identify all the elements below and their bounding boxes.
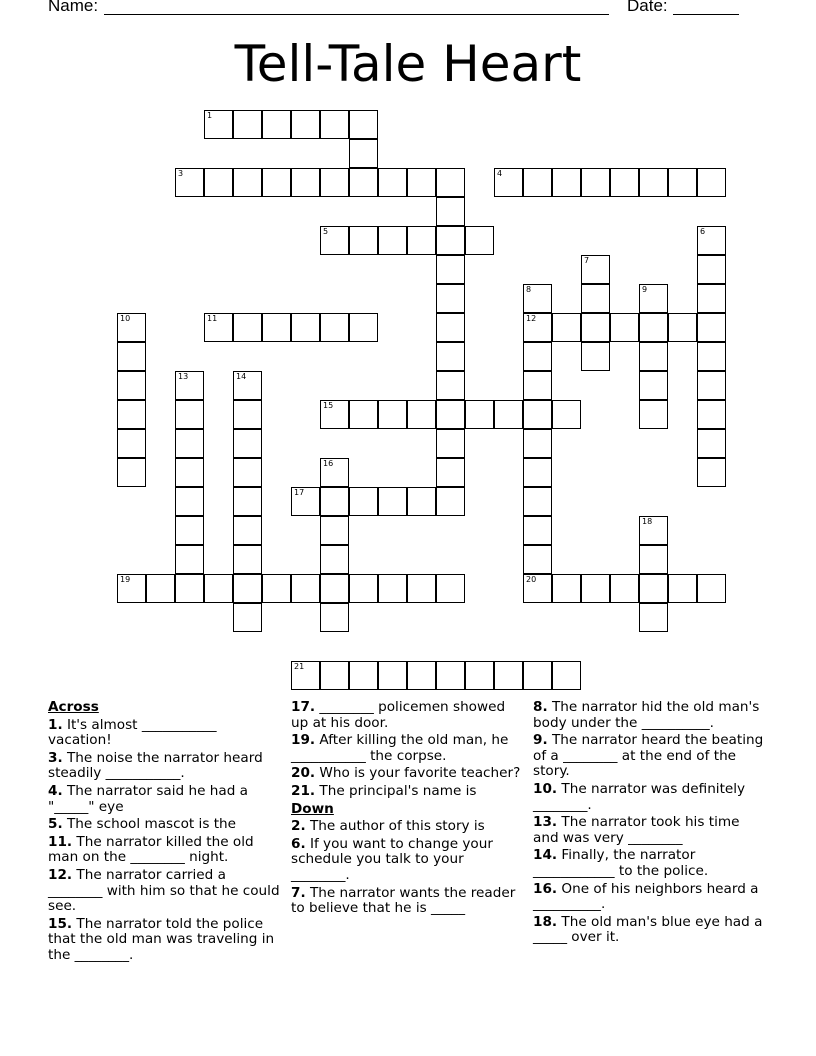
crossword-cell[interactable] [349, 110, 378, 139]
crossword-cell[interactable] [610, 313, 639, 342]
clue-across-3: 3. The noise the narrator heard steadily ___________. [48, 749, 263, 782]
clue-down-13: 13. The narrator took his time and was very ________ [533, 814, 740, 846]
crossword-cell[interactable] [233, 313, 262, 342]
clue-across-15: 15. The narrator told the police that the old man was traveling in the ________. [48, 915, 275, 963]
crossword-cell[interactable] [436, 226, 465, 255]
crossword-cell[interactable] [697, 371, 726, 400]
crossword-cell[interactable] [320, 603, 349, 632]
crossword-cell[interactable] [233, 429, 262, 458]
crossword-cell[interactable] [436, 371, 465, 400]
crossword-cell[interactable] [697, 255, 726, 284]
crossword-cell[interactable] [523, 342, 552, 371]
crossword-cell[interactable] [552, 168, 581, 197]
clue-number: 16 [323, 459, 334, 468]
crossword-cell[interactable] [668, 574, 697, 603]
crossword-cell[interactable] [465, 661, 494, 690]
crossword-cell[interactable] [175, 371, 204, 400]
crossword-cell[interactable] [378, 400, 407, 429]
crossword-cell[interactable] [233, 603, 262, 632]
crossword-cell[interactable] [262, 168, 291, 197]
crossword-cell[interactable] [233, 545, 262, 574]
clue-across-1: 1. It's almost ___________ vacation! [48, 716, 217, 749]
clue-down-9: 9. The narrator heard the beating of a ________ at the end of the story. [533, 732, 764, 780]
crossword-cell[interactable] [233, 400, 262, 429]
clue-number: 1 [207, 111, 213, 120]
crossword-cell[interactable] [320, 400, 349, 429]
crossword-cell[interactable] [465, 400, 494, 429]
crossword-cell[interactable] [523, 371, 552, 400]
crossword-cell[interactable] [291, 487, 320, 516]
crossword-cell[interactable] [436, 284, 465, 313]
clue-down-16: 16. One of his neighbors heard a __________. [533, 880, 759, 913]
crossword-cell[interactable] [117, 342, 146, 371]
page-title: Tell-Tale Heart [234, 35, 582, 93]
crossword-cell[interactable] [320, 458, 349, 487]
clue-across-11: 11. The narrator killed the old man on the ________ night. [48, 833, 254, 866]
crossword-cell[interactable] [697, 458, 726, 487]
crossword-cell[interactable] [349, 400, 378, 429]
crossword-cell[interactable] [581, 574, 610, 603]
clue-number: 7 [584, 256, 590, 265]
crossword-cell[interactable] [204, 168, 233, 197]
crossword-cell[interactable] [697, 429, 726, 458]
crossword-cell[interactable] [581, 342, 610, 371]
crossword-cell[interactable] [639, 400, 668, 429]
clue-across-17: 17. ________ policemen showed up at his door. [291, 699, 506, 731]
clue-number: 15 [323, 401, 334, 410]
crossword-cell[interactable] [175, 545, 204, 574]
clue-across-12: 12. The narrator carried a ________ with him so that he could see. [48, 866, 280, 915]
crossword-cell[interactable] [436, 168, 465, 197]
crossword-cell[interactable] [523, 516, 552, 545]
crossword-cell[interactable] [407, 168, 436, 197]
crossword-cell[interactable] [233, 110, 262, 139]
crossword-cell[interactable] [697, 313, 726, 342]
crossword-cell[interactable] [175, 400, 204, 429]
crossword-cell[interactable] [494, 661, 523, 690]
clue-down-8: 8. The narrator hid the old man's body under the __________. [533, 699, 760, 731]
clue-number: 11 [207, 314, 218, 323]
clue-number: 17 [294, 488, 305, 497]
crossword-cell[interactable] [552, 574, 581, 603]
crossword-cell[interactable] [117, 429, 146, 458]
crossword-cell[interactable] [233, 458, 262, 487]
crossword-cell[interactable] [320, 545, 349, 574]
crossword-cell[interactable] [117, 458, 146, 487]
crossword-cell[interactable] [378, 487, 407, 516]
crossword-cell[interactable] [349, 313, 378, 342]
clue-number: 9 [642, 285, 648, 294]
crossword-cell[interactable] [349, 139, 378, 168]
name-label: Name: [48, 0, 99, 15]
clue-number: 6 [700, 227, 706, 236]
crossword-cell[interactable] [697, 342, 726, 371]
crossword-cell[interactable] [610, 168, 639, 197]
crossword-cell[interactable] [697, 226, 726, 255]
crossword-cell[interactable] [291, 110, 320, 139]
crossword-cell[interactable] [320, 110, 349, 139]
crossword-cell[interactable] [233, 168, 262, 197]
clue-number: 10 [120, 314, 131, 323]
crossword-cell[interactable] [320, 574, 349, 603]
crossword-cell[interactable] [378, 168, 407, 197]
crossword-cell[interactable] [204, 110, 233, 139]
clue-down-2: 2. The author of this story is [291, 818, 485, 835]
clue-number: 20 [526, 575, 537, 584]
crossword-cell[interactable] [436, 400, 465, 429]
crossword-cell[interactable] [436, 661, 465, 690]
clue-number: 4 [497, 169, 503, 178]
crossword-cell[interactable] [639, 603, 668, 632]
crossword-cell[interactable] [436, 342, 465, 371]
clue-number: 13 [178, 372, 189, 381]
crossword-cell[interactable] [175, 487, 204, 516]
crossword-cell[interactable] [233, 516, 262, 545]
crossword-cell[interactable] [639, 342, 668, 371]
clue-number: 14 [236, 372, 247, 381]
crossword-cell[interactable] [378, 574, 407, 603]
clue-across-5: 5. The school mascot is the [48, 816, 237, 833]
clue-number: 5 [323, 227, 329, 236]
crossword-cell[interactable] [349, 226, 378, 255]
crossword-cell[interactable] [436, 197, 465, 226]
across-heading: Across [48, 699, 99, 715]
crossword-cell[interactable] [378, 661, 407, 690]
clue-down-18: 18. The old man's blue eye had a _____ over it. [533, 913, 763, 946]
crossword-cell[interactable] [523, 429, 552, 458]
crossword-cell[interactable] [117, 400, 146, 429]
crossword-cell[interactable] [494, 400, 523, 429]
crossword-cell[interactable] [291, 574, 320, 603]
clue-down-6: 6. If you want to change your schedule you talk to your ________. [291, 835, 493, 883]
crossword-cell[interactable] [697, 284, 726, 313]
crossword-cell[interactable] [233, 487, 262, 516]
crossword-cell[interactable] [668, 168, 697, 197]
crossword-cell[interactable] [581, 168, 610, 197]
crossword-cell[interactable] [320, 516, 349, 545]
crossword-cell[interactable] [204, 574, 233, 603]
clues-column-2 [291, 700, 523, 919]
crossword-cell[interactable] [320, 313, 349, 342]
crossword-cell[interactable] [552, 400, 581, 429]
clue-across-20: 20. Who is your favorite teacher? [291, 765, 521, 782]
crossword-cell[interactable] [175, 429, 204, 458]
crossword-cell[interactable] [175, 458, 204, 487]
crossword-cell[interactable] [581, 313, 610, 342]
crossword-cell[interactable] [697, 168, 726, 197]
clue-across-4: 4. The narrator said he had a "_____" eye [48, 782, 248, 815]
crossword-cell[interactable] [494, 168, 523, 197]
crossword-cell[interactable] [639, 371, 668, 400]
crossword-cell[interactable] [320, 226, 349, 255]
crossword-cell[interactable] [523, 168, 552, 197]
clue-number: 12 [526, 314, 537, 323]
crossword-cell[interactable] [407, 661, 436, 690]
crossword-cell[interactable] [407, 574, 436, 603]
crossword-cell[interactable] [697, 400, 726, 429]
clue-down-10: 10. The narrator was definitely ________. [533, 780, 746, 813]
crossword-cell[interactable] [117, 574, 146, 603]
crossword-cell[interactable] [436, 574, 465, 603]
crossword-cell[interactable] [320, 168, 349, 197]
crossword-cell[interactable] [233, 371, 262, 400]
clues-column-1 [48, 700, 282, 966]
crossword-cell[interactable] [407, 400, 436, 429]
crossword-cell[interactable] [117, 313, 146, 342]
clue-number: 19 [120, 575, 131, 584]
crossword-cell[interactable] [668, 313, 697, 342]
crossword-cell[interactable] [407, 226, 436, 255]
crossword-cell[interactable] [175, 574, 204, 603]
crossword-cell[interactable] [146, 574, 175, 603]
clue-number: 3 [178, 169, 184, 178]
crossword-cell[interactable] [436, 255, 465, 284]
crossword-cell[interactable] [349, 487, 378, 516]
crossword-cell[interactable] [697, 574, 726, 603]
crossword-cell[interactable] [378, 226, 407, 255]
crossword-cell[interactable] [639, 284, 668, 313]
crossword-cell[interactable] [117, 371, 146, 400]
crossword-cell[interactable] [523, 661, 552, 690]
crossword-cell[interactable] [291, 313, 320, 342]
crossword-cell[interactable] [436, 487, 465, 516]
clue-number: 8 [526, 285, 532, 294]
clue-across-21: 21. The principal's name is [291, 782, 477, 799]
crossword-cell[interactable] [436, 429, 465, 458]
crossword-cell[interactable] [320, 661, 349, 690]
crossword-cell[interactable] [639, 516, 668, 545]
crossword-cell[interactable] [407, 487, 436, 516]
crossword-cell[interactable] [639, 545, 668, 574]
clue-across-19: 19. After killing the old man, he ___________ the corpse. [291, 732, 509, 764]
crossword-cell[interactable] [639, 168, 668, 197]
crossword-cell[interactable] [639, 574, 668, 603]
crossword-cell[interactable] [175, 516, 204, 545]
crossword-cell[interactable] [291, 168, 320, 197]
crossword-cell[interactable] [552, 661, 581, 690]
crossword-cell[interactable] [262, 313, 291, 342]
crossword-cell[interactable] [320, 487, 349, 516]
crossword-cell[interactable] [552, 313, 581, 342]
crossword-cell[interactable] [436, 313, 465, 342]
crossword-cell[interactable] [523, 545, 552, 574]
crossword-cell[interactable] [233, 574, 262, 603]
crossword-cell[interactable] [436, 458, 465, 487]
crossword-cell[interactable] [262, 574, 291, 603]
clue-down-14: 14. Finally, the narrator ____________ to the police. [533, 847, 709, 879]
crossword-cell[interactable] [465, 226, 494, 255]
crossword-cell[interactable] [291, 661, 320, 690]
crossword-cell[interactable] [262, 110, 291, 139]
clues-column-3 [533, 700, 769, 948]
crossword-cell[interactable] [349, 661, 378, 690]
down-heading: Down [291, 800, 334, 817]
crossword-cell[interactable] [523, 458, 552, 487]
crossword-cell[interactable] [523, 313, 552, 342]
crossword-cell[interactable] [523, 284, 552, 313]
crossword-cell[interactable] [175, 168, 204, 197]
crossword-cell[interactable] [610, 574, 639, 603]
clue-number: 18 [642, 517, 653, 526]
date-label: Date: [627, 0, 668, 15]
crossword-cell[interactable] [581, 255, 610, 284]
clue-down-7: 7. The narrator wants the reader to believe that he is _____ [291, 884, 516, 917]
crossword-cell[interactable] [639, 313, 668, 342]
crossword-cell[interactable] [204, 313, 233, 342]
crossword-cell[interactable] [523, 487, 552, 516]
crossword-cell[interactable] [523, 400, 552, 429]
crossword-cell[interactable] [523, 574, 552, 603]
crossword-cell[interactable] [349, 168, 378, 197]
clue-number: 21 [294, 662, 305, 671]
crossword-cell[interactable] [581, 284, 610, 313]
crossword-cell[interactable] [349, 574, 378, 603]
